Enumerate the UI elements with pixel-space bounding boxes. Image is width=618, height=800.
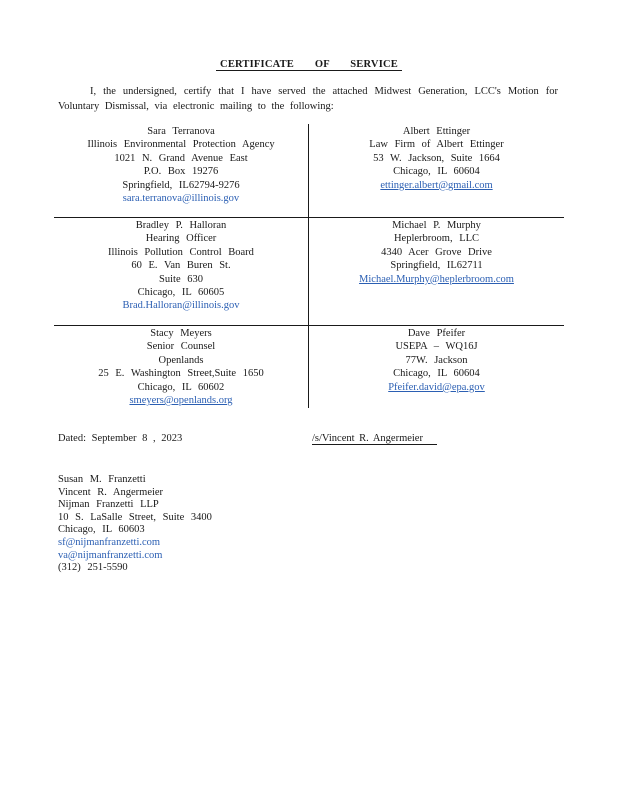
counsel-email-link[interactable]: va@nijmanfranzetti.com	[58, 549, 163, 561]
service-entry	[54, 218, 309, 325]
recipient-org: Illinois Pollution Control Board	[108, 246, 254, 258]
service-list	[54, 124, 564, 408]
recipient-address: 25 E. Washington Street,Suite 1650	[98, 368, 264, 380]
recipient-title: Senior Counsel	[146, 341, 216, 353]
recipient-address: 1021 N. Grand Avenue East	[114, 152, 248, 164]
recipient-org: Illinois Environmental Protection Agency	[87, 139, 275, 151]
service-entry	[309, 124, 564, 217]
recipient-name: Michael P. Murphy	[392, 220, 481, 231]
recipient-email-link[interactable]: Michael.Murphy@heplerbroom.com	[359, 273, 514, 285]
counsel-name: Vincent R. Angermeier	[58, 486, 164, 498]
signature: /s/Vincent R. Angermeier	[312, 433, 437, 445]
recipient-org: USEPA – WQ16J	[395, 341, 478, 353]
service-entry	[309, 218, 564, 325]
recipient-address: Suite 630	[159, 273, 203, 285]
service-entry	[54, 124, 309, 217]
recipient-address: 60 E. Van Buren St.	[131, 260, 231, 272]
service-row	[54, 124, 564, 217]
service-row	[54, 217, 564, 325]
recipient-name: Bradley P. Halloran	[135, 220, 227, 231]
counsel-phone: (312) 251-5590	[58, 562, 128, 574]
recipient-email-link[interactable]: ettinger.albert@gmail.com	[380, 179, 493, 191]
intro-paragraph: I, the undersigned, certify that I have served the attached Midwest Generation, LCC's Motion for Voluntary Dismissal, via electronic mailing to the following:	[58, 86, 558, 112]
recipient-name: Stacy Meyers	[150, 328, 212, 339]
service-row	[54, 325, 564, 408]
counsel-email-link[interactable]: sf@nijmanfranzetti.com	[58, 536, 161, 548]
signature-line	[312, 433, 437, 444]
recipient-city: Chicago, IL 60604	[393, 368, 480, 380]
recipient-email-link[interactable]: Brad.Halloran@illinois.gov	[122, 300, 240, 312]
service-entry	[309, 326, 564, 408]
recipient-address: P.O. Box 19276	[143, 166, 219, 178]
recipient-email-link[interactable]: Pfeifer.david@epa.gov	[388, 381, 485, 393]
recipient-email-link[interactable]: smeyers@openlands.org	[129, 395, 233, 407]
counsel-block	[58, 474, 212, 575]
recipient-org: Law Firm of Albert Ettinger	[369, 139, 504, 151]
recipient-name: Dave Pfeifer	[407, 328, 466, 339]
counsel-address: 10 S. LaSalle Street, Suite 3400	[58, 511, 212, 523]
service-entry	[54, 326, 309, 408]
recipient-city: Chicago, IL 60604	[393, 166, 480, 178]
counsel-name: Susan M. Franzetti	[58, 474, 146, 485]
recipient-address: 77W. Jackson	[405, 354, 468, 366]
recipient-city: Chicago, IL 60602	[137, 381, 225, 393]
recipient-city: Springfield, IL62794-9276	[122, 179, 240, 191]
recipient-org: Openlands	[158, 354, 204, 366]
recipient-email-link[interactable]: sara.terranova@illinois.gov	[122, 193, 240, 205]
recipient-city: Chicago, IL 60605	[137, 287, 225, 299]
recipient-city: Springfield, IL62711	[390, 260, 483, 272]
recipient-name: Albert Ettinger	[402, 126, 471, 137]
recipient-name: Sara Terranova	[147, 126, 215, 137]
document-title: CERTIFICATE OF SERVICE	[0, 59, 618, 70]
recipient-address: 4340 Acer Grove Drive	[381, 246, 492, 258]
date-line: Dated: September 8 , 2023	[58, 433, 183, 444]
recipient-org: Heplerbroom, LLC	[393, 233, 480, 245]
recipient-title: Hearing Officer	[145, 233, 217, 245]
counsel-firm: Nijman Franzetti LLP	[58, 499, 159, 511]
counsel-city: Chicago, IL 60603	[58, 524, 145, 536]
recipient-address: 53 W. Jackson, Suite 1664	[373, 152, 500, 164]
